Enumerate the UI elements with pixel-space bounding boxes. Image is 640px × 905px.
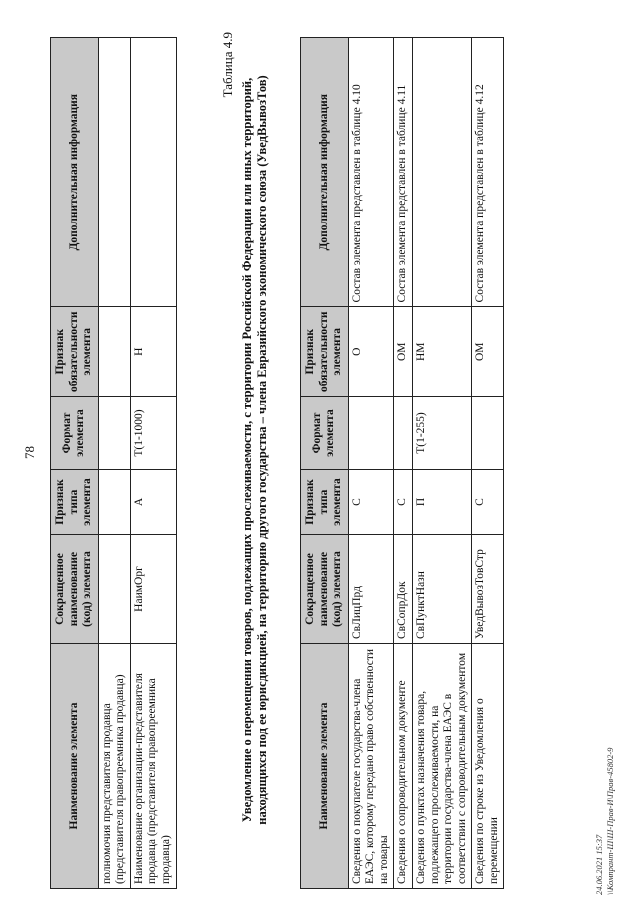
cell-format	[348, 397, 394, 470]
header-name: Наименование элемента	[51, 644, 99, 889]
cell-name: Сведения о сопроводительном документе	[394, 644, 413, 889]
cell-info: Состав элемента представлен в таблице 4.12	[472, 38, 504, 307]
header-format: Формат элемента	[301, 397, 349, 470]
stamp-date: 24.06.2021 15:37	[594, 834, 604, 895]
table-row	[412, 38, 471, 889]
table-row	[130, 38, 176, 889]
header-type: Признак типа элемента	[301, 470, 349, 535]
table-header-row	[51, 38, 99, 889]
header-short-name: Сокращенное наименование (код) элемента	[301, 535, 349, 644]
cell-type: С	[472, 470, 504, 535]
print-stamp	[594, 748, 615, 895]
cell-type: П	[412, 470, 471, 535]
cell-info: Состав элемента представлен в таблице 4.11	[394, 38, 413, 307]
table-row	[472, 38, 504, 889]
table-row	[394, 38, 413, 889]
cell-mandatory: Н	[130, 307, 176, 397]
header-info: Дополнительная информация	[51, 38, 99, 307]
cell-short-name: НаимОрг	[130, 535, 176, 644]
continued-table	[50, 37, 177, 889]
cell-format	[394, 397, 413, 470]
cell-type: А	[130, 470, 176, 535]
cell-type: С	[394, 470, 413, 535]
cell-format: T(1-1000)	[130, 397, 176, 470]
header-format: Формат элемента	[51, 397, 99, 470]
cell-name: Наименование организации-представителя продавца (представителя правопреемника продавца)	[130, 644, 176, 889]
header-type: Признак типа элемента	[51, 470, 99, 535]
cell-mandatory	[98, 307, 130, 397]
cell-info	[412, 38, 471, 307]
header-name: Наименование элемента	[301, 644, 349, 889]
cell-short-name: УведВывозТовСтр	[472, 535, 504, 644]
cell-name: Сведения о покупателе государства-члена ЕАЭС, которому передано право собственности на товары	[348, 644, 394, 889]
stamp-path: \\Компрант-Ш\Ш-Прав-И\Прав-45802-9	[604, 747, 615, 895]
cell-format	[98, 397, 130, 470]
cell-info	[98, 38, 130, 307]
cell-type	[98, 470, 130, 535]
table-4-9	[300, 37, 504, 889]
cell-short-name: СвСопрДок	[394, 535, 413, 644]
cell-type: С	[348, 470, 394, 535]
table-caption: Таблица 4.9	[220, 32, 235, 98]
cell-format	[472, 397, 504, 470]
table-row	[98, 38, 130, 889]
cell-info	[130, 38, 176, 307]
page-number: 78	[22, 446, 37, 459]
table-header-row	[301, 38, 349, 889]
table-row	[348, 38, 394, 889]
cell-short-name	[98, 535, 130, 644]
cell-mandatory: О	[348, 307, 394, 397]
cell-name: полномочия представителя продавца (представителя правопреемника продавца)	[98, 644, 130, 889]
cell-info: Состав элемента представлен в таблице 4.10	[348, 38, 394, 307]
header-short-name: Сокращенное наименование (код) элемента	[51, 535, 99, 644]
cell-format: T(1-255)	[412, 397, 471, 470]
cell-name: Сведения о пунктах назначения товара, подлежащего прослеживаемости, на территории государства-члена ЕАЭС в соответствии с сопроводительным документом	[412, 644, 471, 889]
header-mandatory: Признак обязательности элемента	[301, 307, 349, 397]
table-title: Уведомление о перемещении товаров, подлежащих прослеживаемости, с территории Российской Федерации или иных территорий, находящихся под ее юрисдикцией, на территорию другого государства – члена Евразийского экономического союза (УведВывозТов)	[240, 75, 270, 825]
cell-mandatory: НМ	[412, 307, 471, 397]
header-info: Дополнительная информация	[301, 38, 349, 307]
cell-short-name: СвПунктНазн	[412, 535, 471, 644]
cell-name: Сведения по строке из Уведомления о перемещении	[472, 644, 504, 889]
header-mandatory: Признак обязательности элемента	[51, 307, 99, 397]
cell-mandatory: ОМ	[394, 307, 413, 397]
cell-mandatory: ОМ	[472, 307, 504, 397]
cell-short-name: СвЛицПрд	[348, 535, 394, 644]
